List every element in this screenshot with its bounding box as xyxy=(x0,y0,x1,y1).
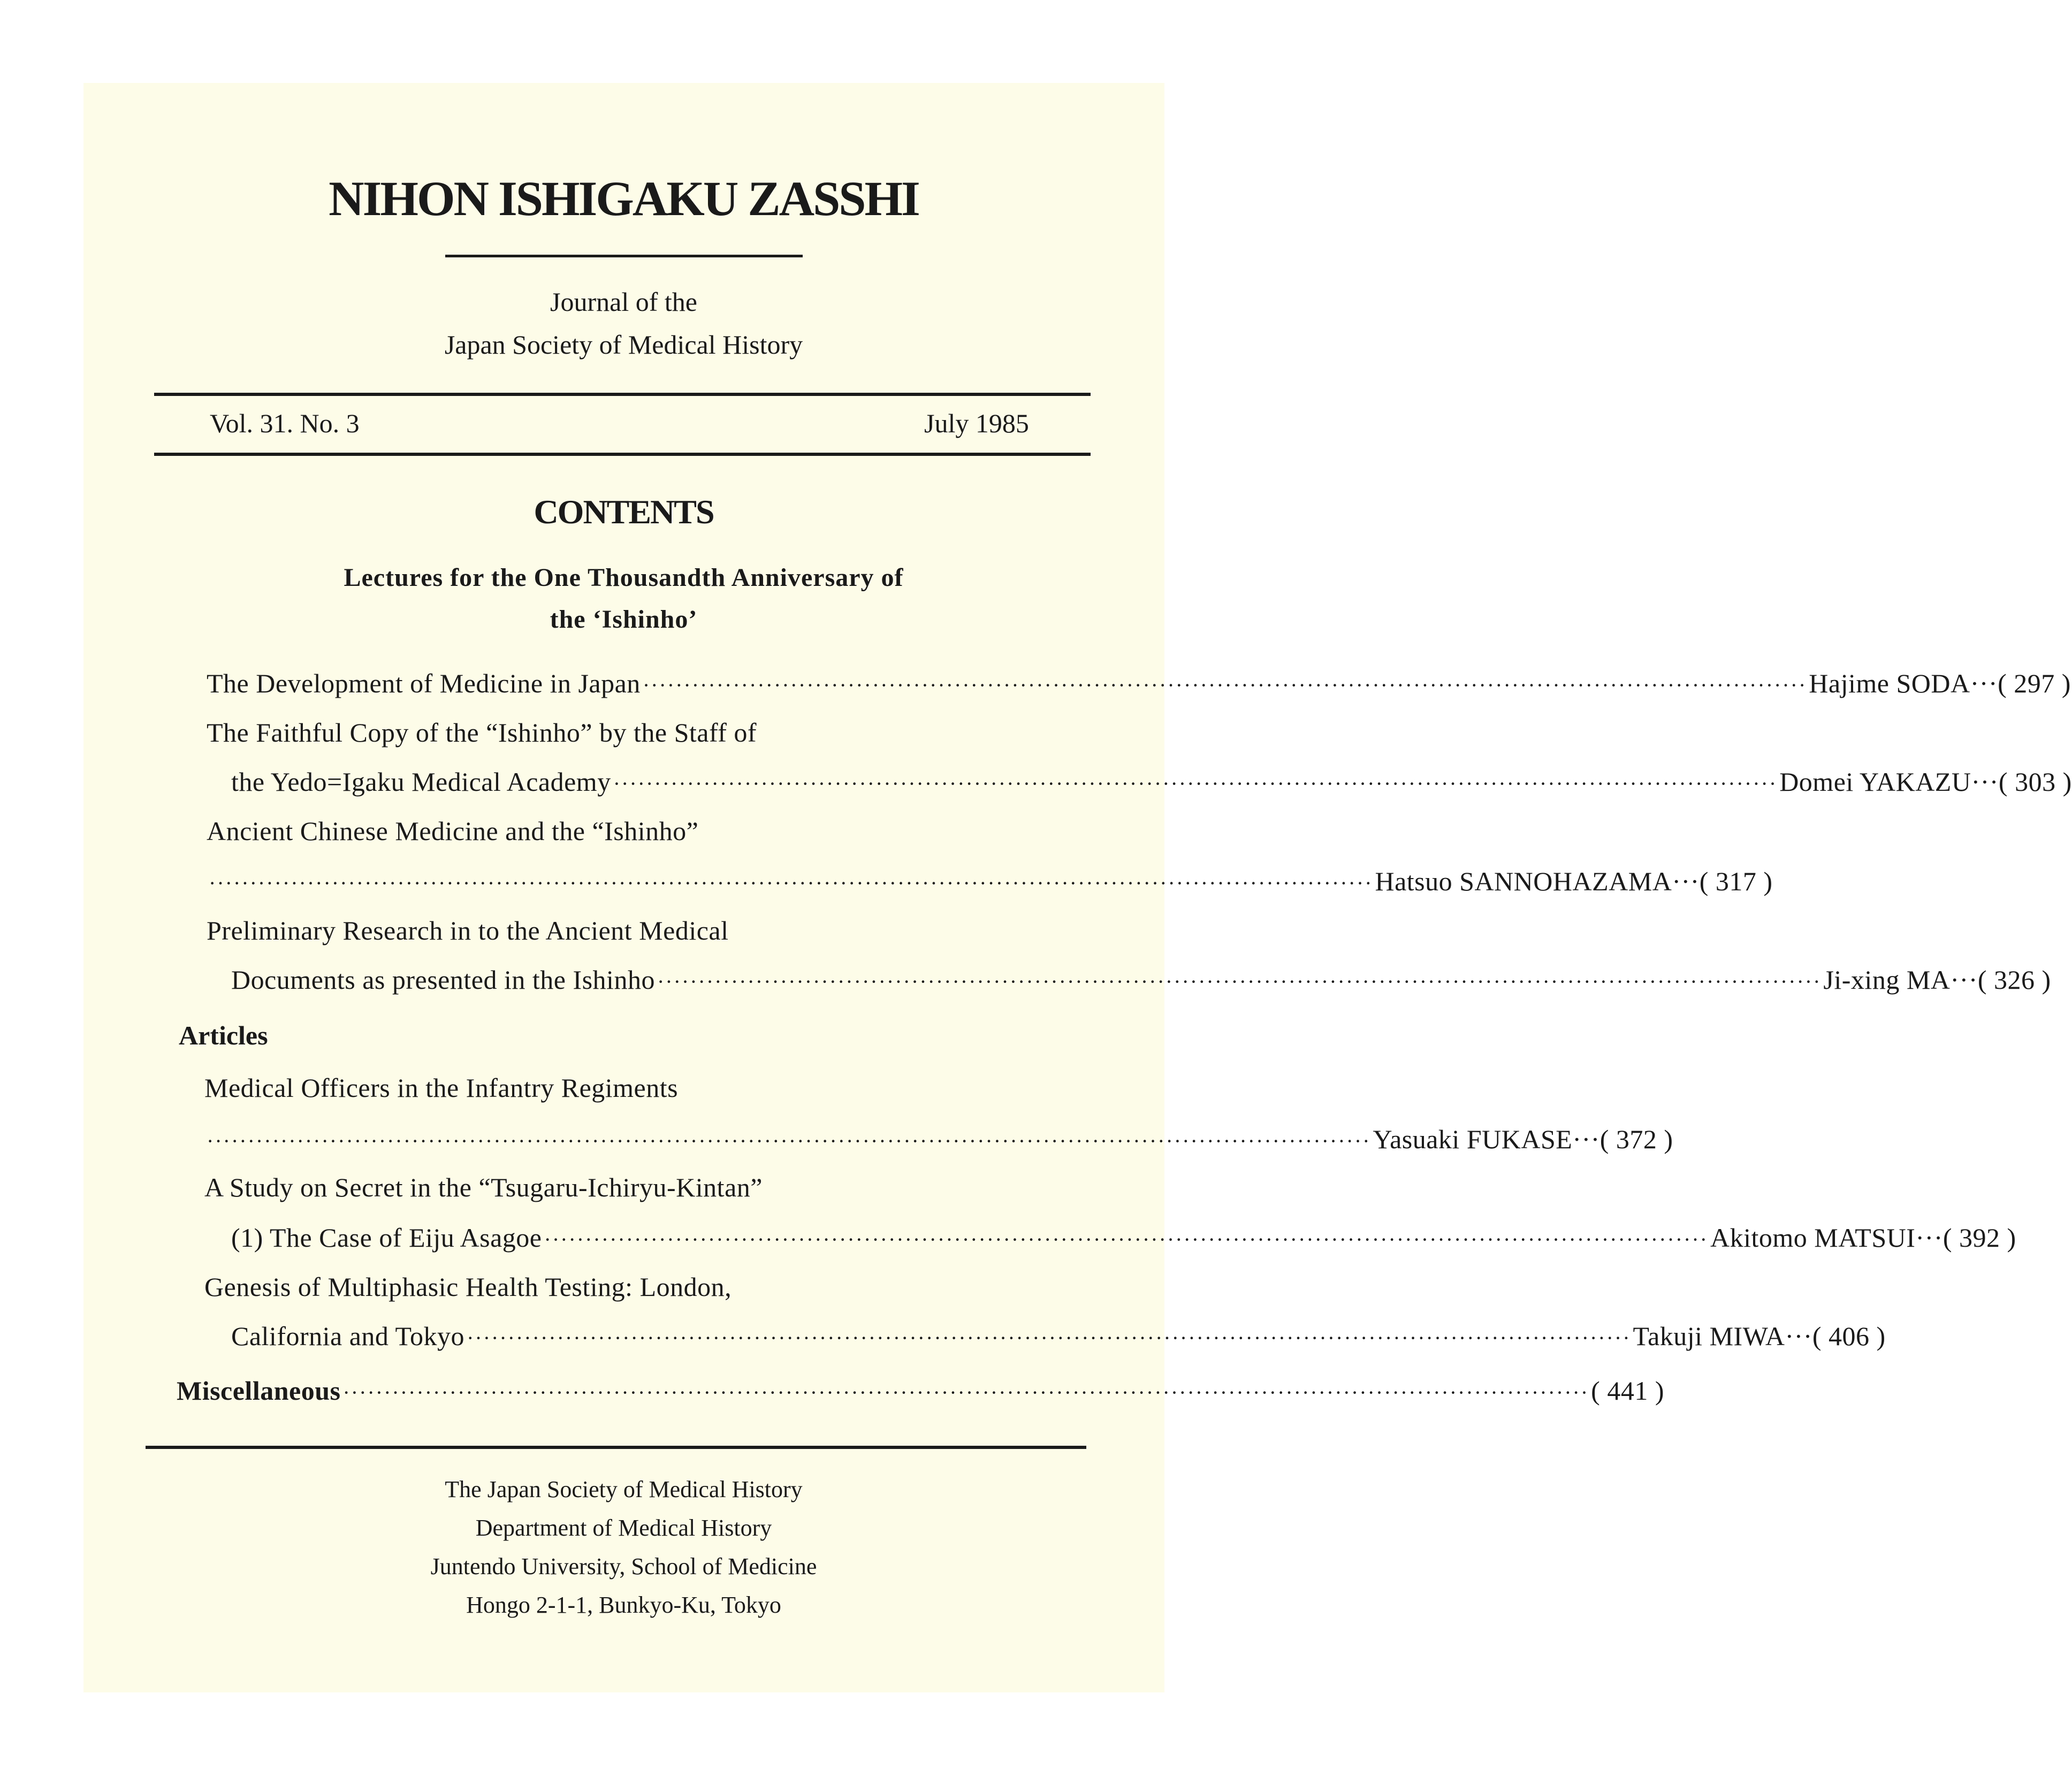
entry-page: ( 392 ) xyxy=(1943,1223,2016,1253)
entry-title-line1: Ancient Chinese Medicine and the “Ishinho” xyxy=(207,816,699,846)
dot-leader: ·············································································································································· xyxy=(209,871,1373,895)
dot-leader: ·············································································································································· xyxy=(544,1227,1708,1252)
entry-author: Hatsuo SANNOHAZAMA xyxy=(1375,866,1672,896)
entry-page: ( 317 ) xyxy=(1699,866,1773,896)
issue-date: July 1985 xyxy=(924,408,1029,438)
toc-entry: ·············································································································································· Hatsuo SANNOHAZAMA···( 317 ) xyxy=(209,866,1773,896)
entry-title-line1: Preliminary Research in to the Ancient Medical xyxy=(207,915,729,945)
header-bottom-rule xyxy=(154,453,1091,456)
contents-heading: CONTENTS xyxy=(534,493,714,531)
entry-author: Takuji MIWA xyxy=(1633,1321,1785,1351)
entry-page: ( 441 ) xyxy=(1591,1376,1664,1406)
toc-entry: the Yedo=Igaku Medical Academy ·············································································································································· Domei YAKAZU···( 303 ) xyxy=(231,767,2072,797)
entry-title: the Yedo=Igaku Medical Academy xyxy=(231,767,611,797)
toc-entry-miscellaneous xyxy=(177,1375,1664,1406)
journal-subtitle-line1: Journal of the xyxy=(550,287,697,317)
entry-author: Hajime SODA xyxy=(1809,668,1970,698)
dot-leader: ·············································································································································· xyxy=(207,1129,1371,1153)
entry-title: The Development of Medicine in Japan xyxy=(207,668,641,698)
dot-leader: ·············································································································································· xyxy=(613,772,1778,796)
footer-line4: Hongo 2-1-1, Bunkyo-Ku, Tokyo xyxy=(466,1592,781,1618)
footer-line3: Juntendo University, School of Medicine xyxy=(430,1553,817,1580)
lectures-heading-line1: Lectures for the One Thousandth Anniversary of xyxy=(344,563,904,592)
entry-page: ( 326 ) xyxy=(1977,965,2051,995)
dot-leader: ························································································································································ xyxy=(342,1380,1589,1405)
footer-rule xyxy=(146,1446,1086,1449)
header-top-rule xyxy=(154,393,1091,396)
entry-title-line1: The Faithful Copy of the “Ishinho” by the Staff of xyxy=(207,718,757,747)
footer-line1: The Japan Society of Medical History xyxy=(445,1476,803,1502)
dot-leader: ·············································································································································· xyxy=(657,970,1822,994)
entry-author: Domei YAKAZU xyxy=(1779,767,1971,797)
toc-entry: (1) The Case of Eiju Asagoe ·············································································································································· Akitomo MATSUI···( 392 ) xyxy=(231,1223,2016,1253)
entry-page: ( 372 ) xyxy=(1599,1124,1673,1154)
dot-leader: ·············································································································································· xyxy=(642,673,1807,697)
entry-page: ( 297 ) xyxy=(1998,668,2071,698)
dot-leader: ·············································································································································· xyxy=(467,1326,1631,1350)
entry-title: Documents as presented in the Ishinho xyxy=(231,965,655,995)
entry-page: ( 303 ) xyxy=(1998,767,2072,797)
entry-author: Akitomo MATSUI xyxy=(1710,1223,1916,1253)
lectures-heading-line2: the ‘Ishinho’ xyxy=(550,605,698,634)
entry-author: Yasuaki FUKASE xyxy=(1373,1124,1573,1154)
entry-title-line1: Medical Officers in the Infantry Regiments xyxy=(204,1073,679,1103)
toc-entry: Documents as presented in the Ishinho ·············································································································································· Ji-xing MA···( 326 ) xyxy=(231,965,2051,995)
miscellaneous-heading: Miscellaneous xyxy=(177,1376,341,1406)
footer-line2: Department of Medical History xyxy=(475,1515,772,1541)
entry-page: ( 406 ) xyxy=(1812,1321,1886,1351)
toc-entry: ·············································································································································· Yasuaki FUKASE···( 372 ) xyxy=(207,1124,1673,1154)
journal-subtitle-line2: Japan Society of Medical History xyxy=(444,330,803,360)
entry-title: California and Tokyo xyxy=(231,1321,465,1351)
toc-entry: The Development of Medicine in Japan ·············································································································································· Hajime SODA···( 297 ) xyxy=(207,668,2071,698)
articles-heading: Articles xyxy=(179,1020,268,1050)
entry-title: (1) The Case of Eiju Asagoe xyxy=(231,1223,542,1253)
toc-entry: California and Tokyo ·············································································································································· Takuji MIWA···( 406 ) xyxy=(231,1321,1886,1351)
entry-title-line1: Genesis of Multiphasic Health Testing: London, xyxy=(204,1272,732,1302)
entry-title-line1: A Study on Secret in the “Tsugaru-Ichiryu-Kintan” xyxy=(204,1172,763,1202)
title-divider xyxy=(445,255,803,257)
journal-title: NIHON ISHIGAKU ZASSHI xyxy=(329,171,919,226)
volume-number: Vol. 31. No. 3 xyxy=(210,408,360,438)
entry-author: Ji-xing MA xyxy=(1823,965,1951,995)
